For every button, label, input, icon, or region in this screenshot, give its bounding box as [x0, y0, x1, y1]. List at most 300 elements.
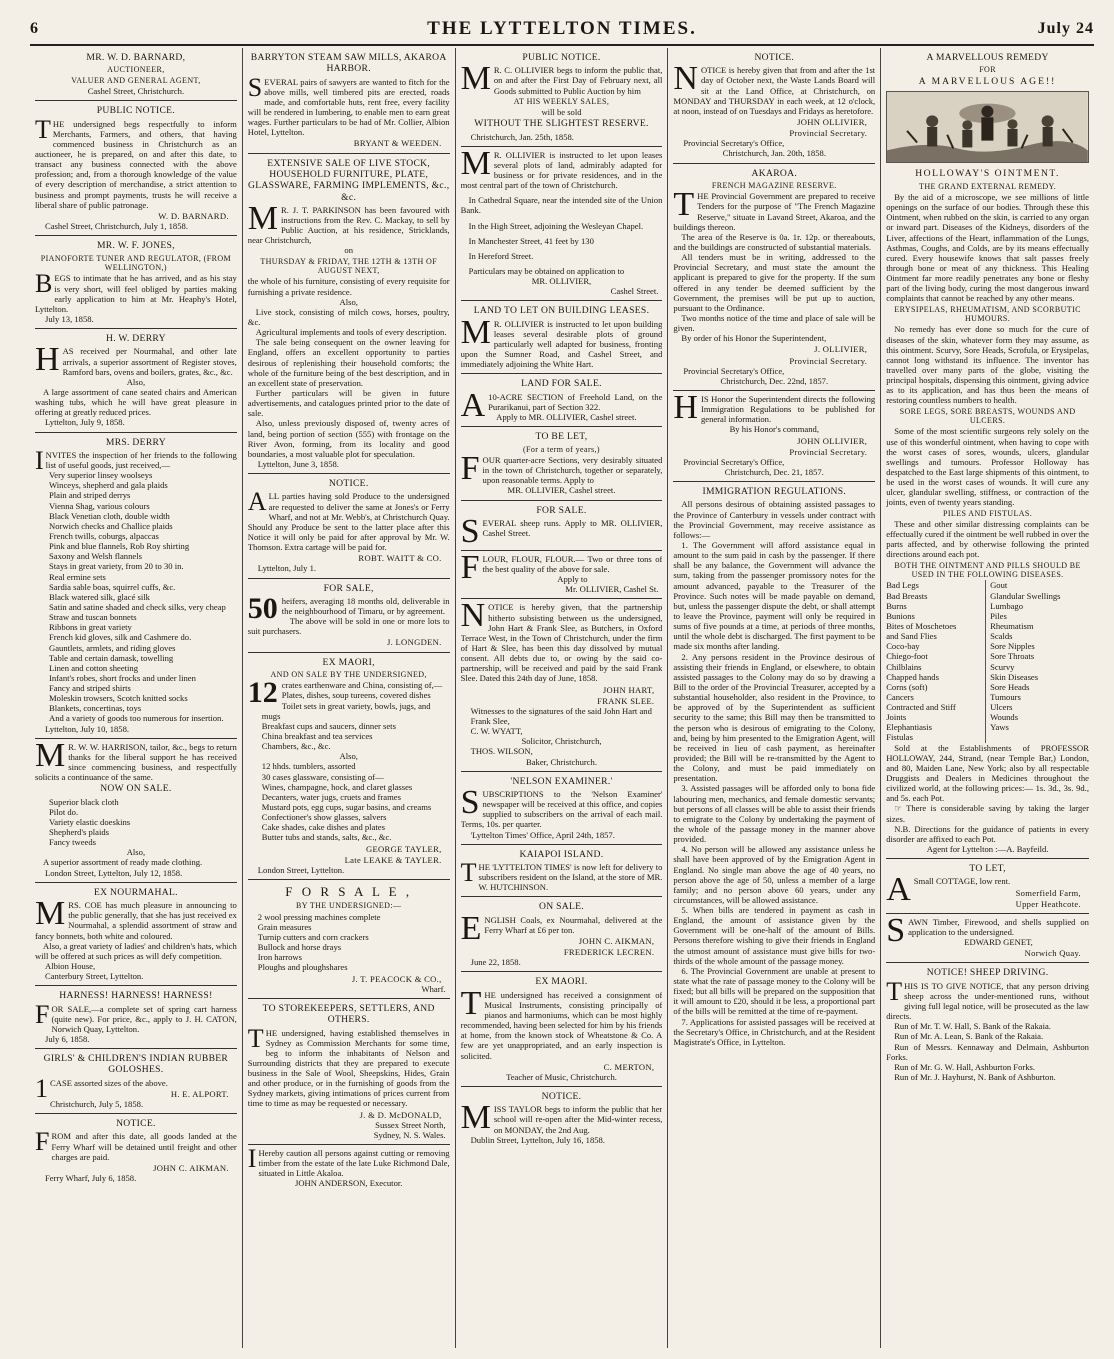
ad-subheading: THURSDAY & FRIDAY, THE 12TH & 13TH OF AUGUST NEXT,	[260, 256, 438, 275]
ad-signature: Cashel Street.	[610, 286, 659, 297]
ad-date: Provincial Secretary's Office,	[683, 456, 785, 467]
ad-signature: Wharf.	[421, 983, 446, 994]
ad-signature: FREDERICK LECREN.	[563, 947, 655, 958]
ad-signature: Late LEAKE & TAYLER.	[344, 854, 442, 865]
ad-body: By the aid of a microscope, we see millions of little openings on the surface of our bodies. Through these this Ointment, when rubbed on the skin, is carried to any organ or inward part. Diseases of the Kidneys, disorders of the Liver, affections of the Heart, inflammation of the Lungs, Asthmas, Coughs, and Colds, are by its means effectually cured. Every housewife knows that salt passes freely through bone or meat of any thickness. This Healing Ointment far more readily penetrates any bone or fleshy part of the living body, curing the most dangerous inward complaints that cannot be reached by any other means.	[886, 191, 1089, 304]
list-item: Run of Mr. J. Hayhurst, N. Bank of Ashburton.	[894, 1072, 1056, 1083]
ad-body: ALL parties having sold Produce to the undersigned are requested to deliver the same at Jones's or Ferry Wharf, and not at Mr. Webb's, at Christchurch Quay. Should any Produce be sent to the latter place after this Notice it will only be paid for after approval by Mr. W. Thomson. Extra cartage will be paid for.	[247, 487, 450, 553]
list-item: Particulars may be obtained on application to	[468, 266, 625, 277]
regulation-item: 5. When bills are tendered in payment as cash in England, the amount of assistance given by the Government will be one-half of the amount of Bills. Persons therefore wishing to give their friends in England the utmost amount of assistance must give bills for two-thirds of the whole amount of the passage money.	[673, 905, 876, 966]
regulation-item: 2. Any persons resident in the Province desirous of assisting their friends in England, or elsewhere, to obtain assisted passages to the Colony may do so by drawing a Bill to the order of the Provincial Treasurer, accepted by a substantial householder, also resident in the Province, to be approved of by the Superintendent as sufficient security to the same; this Bill may then be transmitted to the person who is desirous of emigrating to the Colony, and, being by him presented to the Emigration Agent, will be received in lieu of cash payment, as hereinafter provided; the Bill will be re-transmitted by the Agent to the Colony, and must be paid immediately on presentation.	[673, 651, 876, 784]
ad-heading: FOR SALE,	[323, 582, 374, 594]
ad-heading: PUBLIC NOTICE.	[96, 105, 176, 117]
ad-date: Christchurch, Dec. 22nd, 1857.	[720, 375, 829, 386]
ad-heading: HARNESS! HARNESS! HARNESS!	[59, 990, 213, 1002]
ad-signature: Norwich Quay.	[1024, 948, 1081, 959]
list-item: And a variety of goods too numerous for insertion.	[49, 713, 224, 724]
ad-body: THE undersigned begs respectfully to inform Merchants, Farmers, and others, that having commenced business in Christchurch as an auctioneer, he is prepared, on and after this date, to transact any business connected with the above profession; and, from a thorough knowledge of the value of every description of merchandise, a strict attention to business and prompt payments, trusts he will receive a liberal share of public patronage.	[35, 114, 237, 210]
list-item: Straw and tuscan bonnets	[49, 612, 137, 623]
list-item: Run of Mr. G. W. Hall, Ashburton Forks.	[894, 1061, 1036, 1072]
ad-body: The area of the Reserve is 0a. 1r. 12p. or thereabouts, and the buildings are constructed of substantial materials.	[673, 231, 876, 253]
disease-item: Sore Throats	[990, 651, 1035, 662]
ad-body: These and other similar distressing complaints can be effectually cured if the ointment be well rubbed in over the parts affected, and by otherwise following the printed directions around each pot.	[886, 518, 1089, 560]
ad-sheep-runs	[461, 501, 663, 551]
ad-heading: GIRLS' & CHILDREN'S INDIAN RUBBER GOLOSHES.	[43, 1053, 229, 1076]
list-item: Black Venetian cloth, double width	[49, 510, 170, 521]
newspaper-title: THE LYTTELTON TIMES.	[427, 18, 697, 39]
ad-body: NOTICE is hereby given, that the partnership hitherto subsisting between us the undersigned, John Hart & Frank Slee, as Butchers, in Oxford Terrace West, in the Town of Christchurch, under the firm of Hart & Slee, has been this day dissolved by mutual consent. All debts due to, or owing by the said co-partnership, will be received and paid by the said Frank Slee. Dated this 24th day of June, 1858.	[460, 599, 663, 684]
ad-heading: A MARVELLOUS AGE!!	[918, 75, 1057, 87]
column-5	[881, 48, 1094, 1348]
disease-item: Scurvy	[990, 661, 1015, 672]
list-item: Chambers, &c., &c.	[261, 741, 331, 752]
ad-body: ASmall COTTAGE, low rent.	[886, 871, 1011, 909]
ad-body: FOR SALE,—a complete set of spring cart harness (quite new). For price, &c., apply to J. H. CATON, Norwich Quay, Lyttelton.	[35, 999, 237, 1034]
ad-body: SUBSCRIPTIONS to the 'Nelson Examiner' newspaper will be received at this office, and copies supplied to subscribers on the arrival of each mail. Terms, 10s. per quarter.	[460, 783, 663, 830]
ad-subheading: SORE LEGS, SORE BREASTS, WOUNDS AND ULCERS.	[899, 406, 1076, 425]
ad-nourmahal	[35, 883, 237, 986]
ad-body: Further particulars will be given in future advertisements, and catalogues printed prior to the date of sale.	[247, 387, 450, 419]
ad-heading: KAIAPOI ISLAND.	[519, 848, 604, 860]
column-3	[456, 48, 669, 1348]
ad-body	[247, 591, 450, 625]
ad-body: MR. C. OLLIVIER begs to inform the public that, on and after the First Day of February next, all Goods submitted to Public Auction by him	[460, 60, 663, 98]
page-number: 6	[30, 20, 38, 37]
ad-witness: Baker, Christchurch.	[525, 756, 597, 767]
ad-heading: MR. W. D. BARNARD,	[86, 52, 186, 63]
ad-heading: TO STOREKEEPERS, SETTLERS, AND OTHERS.	[262, 1002, 435, 1026]
list-item: Black watered silk, glacé silk	[49, 591, 150, 602]
ad-body: The above will be sold in one or more lots to suit purchasers.	[247, 616, 450, 637]
ad-subheading: AT HIS WEEKLY SALES,	[513, 96, 610, 106]
ad-tayler	[248, 653, 450, 880]
ad-body: MR. W. W. HARRISON, tailor, &c., begs to return thanks for the liberal support he has received since commencing business, and respectfully solicits a continuance of the same.	[35, 738, 237, 783]
ad-date: Lyttelton, June 3, 1858.	[257, 458, 339, 469]
ad-mrs-derry	[35, 433, 237, 739]
ad-heading: EX MAORI.	[535, 976, 588, 988]
list-item: In the High Street, adjoining the Wesleyan Chapel.	[468, 220, 644, 231]
masthead	[30, 16, 1094, 46]
list-item: Plain and striped derrys	[49, 490, 131, 501]
ad-witness: THOS. WILSON,	[470, 746, 533, 757]
ad-heading: 'NELSON EXAMINER.'	[510, 775, 613, 787]
column-1	[30, 48, 243, 1348]
ad-miss-taylor	[461, 1087, 663, 1149]
ad-body: No remedy has ever done so much for the cure of diseases of the skin, whatever form they may assume, as this ointment. Scurvy, Sore Heads, Scrofula, or Erysipelas, cannot long withstand its influence. The inventor has travelled over many parts of the globe, visiting the principal hospitals, dispensing this ointment, giving advice as to its application, and has thus been the means of restoring countless numbers to health.	[886, 324, 1089, 406]
ad-heading: LAND FOR SALE.	[521, 378, 602, 390]
disease-item: Fistulas	[886, 732, 913, 743]
ad-subheading: (For a term of years,)	[522, 444, 600, 454]
disease-item: Chilblains	[886, 661, 922, 672]
ad-also: Also,	[126, 847, 146, 858]
regulation-item: 6. The Provincial Government are unable at present to state what the rate of passage money to the Colony will be fixed; but all bills will be prepared on the supposition that it will amount to £20, should it be less, a proportional part of the bills will be remitted at the time of re-payment.	[673, 965, 876, 1017]
ad-date: July 6, 1858.	[45, 1033, 90, 1044]
ad-body: Agricultural implements and tools of every description.	[255, 327, 447, 338]
ad-address: Cashel Street, Christchurch.	[87, 86, 185, 97]
diseases-right-column	[990, 580, 1089, 742]
ad-date: Provincial Secretary's Office,	[683, 138, 785, 149]
ad-building-leases	[461, 301, 663, 374]
ad-body: MISS TAYLOR begs to inform the public that her school will re-open after the Mid-winter recess, on MONDAY, the 2nd Aug.	[460, 1099, 663, 1137]
list-item: French twills, coburgs, alpaccas	[49, 530, 159, 541]
list-item: Gauntlets, armlets, and riding gloves	[49, 642, 176, 653]
ad-heading: IMMIGRATION REGULATIONS.	[702, 486, 847, 498]
ad-body: A10-ACRE SECTION of Freehold Land, on the Purarikanui, part of Section 322.	[460, 386, 663, 424]
diseases-table	[886, 580, 1089, 742]
list-item: Cake shades, cake dishes and plates	[261, 822, 385, 833]
list-item: Run of Mr. A. Lean, S. Bank of the Rakaia.	[894, 1031, 1044, 1042]
ad-subheading: PILES AND FISTULAS.	[943, 508, 1033, 518]
ad-body: FLOUR, FLOUR, FLOUR.— Two or three tons of the best quality of the above for sale.	[460, 550, 663, 586]
ad-text: will be sold	[541, 107, 582, 118]
ad-text: By his Honor's command,	[729, 424, 819, 435]
disease-item: Tumours	[990, 691, 1021, 702]
ad-body: THIS IS TO GIVE NOTICE, that any person driving sheep across the under-mentioned runs, without giving full legal notice, will be prosecuted as the law directs.	[886, 976, 1089, 1022]
ad-signature: J. T. PEACOCK & CO.,	[351, 973, 442, 984]
ad-signature: Provincial Secretary.	[789, 128, 868, 139]
ad-heading: NOW ON SALE.	[100, 783, 172, 795]
ad-subheading: AND ON SALE BY THE UNDERSIGNED,	[270, 669, 427, 679]
list-item: Satin and satine shaded and check silks, very cheap	[49, 601, 226, 612]
ad-body: FOUR quarter-acre Sections, very desirably situated in the town of Christchurch, together or separately, upon reasonable terms. Apply to	[460, 449, 663, 487]
ad-immigration	[673, 482, 875, 1051]
ad-body: THE undersigned, having established themselves in Sydney as Commission Merchants for some time, beg to inform the inhabitants of Nelson and Surrounding districts that they are prepared to execute business in the Sale of Wool, Sheepskins, Hides, Grain and other produce, or in the furnishing of goods from the Sydney markets, giving intimations of prices current from time to time as may be requested or necessary.	[247, 1023, 450, 1109]
ad-signature: H. E. ALPORT.	[170, 1088, 229, 1099]
ad-heading: LAND TO LET ON BUILDING LEASES.	[473, 305, 650, 317]
ad-barnard	[35, 48, 237, 101]
ad-agent: Agent for Lyttelton :—A. Bayfeild.	[926, 844, 1049, 855]
ad-waste-lands	[673, 48, 875, 164]
ad-harness	[35, 986, 237, 1049]
ad-heading: FOR SALE.	[536, 504, 587, 516]
ad-heading: EX MAORI,	[322, 656, 375, 668]
list-item: Confectioner's show glasses, salvers	[261, 812, 387, 823]
disease-item: Wounds	[990, 712, 1019, 723]
ad-body: Apply to MR. OLLIVIER, Cashel street.	[496, 412, 637, 423]
list-item: Saxony and Welsh flannels	[49, 551, 142, 562]
ad-ollivier-leases	[461, 147, 663, 302]
column-2	[243, 48, 456, 1348]
ad-signature: Sydney, N. S. Wales.	[373, 1129, 446, 1140]
ad-body: MR. OLLIVIER is instructed to let upon building leases several desirable plots of ground particularly well adapted for business, fronting upon the Sumner Road, and Cashel Street, and immediately adjoining the White Hart.	[460, 313, 663, 370]
ad-heading: PUBLIC NOTICE.	[522, 52, 601, 63]
ad-hart-slee	[461, 599, 663, 771]
ad-heading: MRS. DERRY	[105, 436, 166, 448]
list-item: 2 wool pressing machines complete	[257, 911, 381, 922]
ad-signature: Sussex Street North,	[375, 1119, 446, 1130]
ad-body: HAS received per Nourmahal, and other late arrivals, a superior assortment of Register stoves, Ramford bars, ovens and boilers, grates, &c., &c.	[35, 341, 237, 379]
ad-merton	[461, 972, 663, 1087]
ad-heading: BARRYTON STEAM SAW MILLS, AKAROA HARBOR.	[250, 52, 447, 75]
ad-body: 1CASE assorted sizes of the above.	[35, 1073, 168, 1103]
list-item: Ploughs and ploughshares	[257, 962, 348, 973]
ad-date: Ferry Wharf, July 6, 1858.	[45, 1173, 137, 1183]
list-item: China breakfast and tea services	[261, 731, 373, 742]
ad-jones	[35, 236, 237, 329]
ad-flour	[461, 551, 663, 600]
ad-heading: A MARVELLOUS REMEDY	[926, 52, 1049, 63]
ad-parkinson	[248, 154, 450, 475]
ad-signature: C. MERTON,	[603, 1061, 655, 1072]
ad-peacock	[248, 880, 450, 999]
disease-item: Joints	[886, 712, 907, 723]
ad-superintendent	[673, 391, 875, 482]
ad-body: MR. J. T. PARKINSON has been favoured with instructions from the Rev. C. Mackay, to sell by Public Auction, at his residence, Stricklands, near Christchurch,	[247, 199, 450, 246]
ad-address: Canterbury Street, Lyttelton.	[45, 971, 144, 982]
ad-subheading: PIANOFORTE TUNER AND REGULATOR, (FROM WELLINGTON,)	[40, 253, 232, 272]
ad-subheading: FOR	[979, 65, 996, 75]
list-item: Butter tubs and stands, salts, &c., &c.	[261, 832, 392, 843]
ad-sheep-driving	[886, 963, 1089, 1086]
ad-date: Christchurch, Jan. 20th, 1858.	[722, 148, 826, 159]
ad-signature: Somerfield Farm,	[1015, 887, 1081, 898]
ad-signature: Upper Heathcote.	[1015, 898, 1081, 909]
ad-body: Live stock, consisting of milch cows, horses, poultry, &c.	[247, 306, 450, 327]
list-item: Winceys, shepherd and gala plaids	[49, 480, 168, 491]
list-item: 12 hhds. tumblers, assorted	[261, 761, 356, 772]
ad-heading: TO LET,	[969, 863, 1006, 875]
ad-body: By order of his Honor the Superintendent,	[681, 333, 827, 344]
ad-body: IHereby caution all persons against cutting or removing timber from the estate of the late Luke Richmond Dale, situated in Little Akaloa.	[247, 1145, 450, 1179]
list-item: Plates, dishes, soup tureens, covered dishes	[281, 690, 431, 701]
ad-barryton	[248, 48, 450, 154]
disease-item: Skin Diseases	[990, 671, 1039, 682]
list-item: 30 cases glassware, consisting of—	[261, 771, 384, 782]
ad-body: MRS. COE has much pleasure in announcing to the public generally, that she has just received ex Nourmahal, a splendid assortment of straw and fancy bonnets, both white and coloured.	[35, 895, 237, 941]
ad-signature: JOHN OLLIVIER,	[797, 435, 868, 446]
ad-body-text: crates earthenware and China, consisting of,—	[281, 680, 443, 691]
list-item: Linen and cotton sheeting	[49, 662, 139, 673]
ad-body: Sold at the Establishments of PROFESSOR HOLLOWAY, 244, Strand, (near Temple Bar,) London, and 80, Maiden Lane, New York; also by all respectable Druggists and Dealers in Medicines throughout the civilized world, at the following prices:— 1s. 3d., 3s. 9d., and 5s. each Pot.	[886, 742, 1089, 804]
list-item: Sardia sable boas, squirrel cuffs, &c.	[49, 581, 176, 592]
list-item: In Manchester Street, 41 feet by 130	[468, 235, 594, 246]
disease-item: Sore Nipples	[990, 641, 1035, 652]
list-item: Pink and blue flannels, Rob Roy shirting	[49, 541, 190, 552]
disease-item: Burns	[886, 600, 907, 611]
ad-body: Two months notice of the time and place of sale will be given.	[673, 313, 876, 334]
ad-date: Cashel Street, Christchurch, July 1, 1858.	[45, 221, 188, 232]
ad-subheading: ERYSIPELAS, RHEUMATISM, AND SCORBUTIC HUMOURS.	[894, 304, 1081, 323]
ad-subheading: VALUER AND GENERAL AGENT,	[71, 75, 201, 85]
ad-body: Also, unless previously disposed of, twenty acres of land, being portion of section (555) with frontage on the River Avon, forming, from its locality and good boundaries, a most valuable plot for speculation.	[247, 418, 450, 459]
ad-heading: ON SALE.	[538, 901, 585, 913]
ad-subheading: AUCTIONEER,	[107, 65, 165, 75]
list-item: Run of Mr. T. W. Hall, S. Bank of the Rakaia.	[894, 1021, 1051, 1032]
list-item: Vienna Shag, various colours	[49, 500, 150, 511]
ad-body: A superior assortment of ready made clothing.	[43, 857, 203, 868]
disease-item: Bites of Moschetoes	[886, 620, 957, 631]
ad-subheading: BY THE UNDERSIGNED:—	[296, 901, 402, 911]
ad-derry	[35, 329, 237, 432]
ad-date: Christchurch, July 5, 1858.	[50, 1098, 144, 1109]
ad-address: Albion House,	[45, 960, 96, 971]
ad-number: 12	[247, 676, 278, 710]
ad-akaroa	[673, 164, 875, 391]
ad-signature: J. LONGDEN.	[386, 637, 442, 648]
ad-heading: WITHOUT THE SLIGHTEST RESERVE.	[474, 118, 649, 130]
ad-date: Provincial Secretary's Office,	[683, 365, 785, 376]
ad-heading: NOTICE.	[116, 1118, 156, 1130]
ad-witness: Solicitor, Christchurch,	[521, 736, 602, 747]
disease-item: Gout	[990, 580, 1008, 591]
ad-text: Apply to	[557, 574, 588, 585]
list-item: Table and certain damask, towelling	[49, 652, 174, 663]
ad-body: THE 'LYTTELTON TIMES' is now left for delivery to subscribers resident on the Island, at the store of MR. W. HUTCHINSON.	[460, 857, 663, 893]
disease-item: Contracted and Stiff	[886, 702, 956, 713]
ad-genet	[886, 914, 1089, 964]
list-item: Bullock and horse drays	[257, 942, 342, 953]
ad-heading: EX NOURMAHAL.	[93, 886, 178, 898]
ad-body: INVITES the inspection of her friends to the following list of useful goods, just received,—	[35, 445, 237, 475]
ad-subheading: THE GRAND EXTERNAL REMEDY.	[919, 181, 1057, 191]
list-item: Moleskin trowsers, Scotch knitted socks	[49, 693, 188, 704]
ad-signature: GEORGE TAYLER,	[365, 843, 442, 854]
ad-body: THE Provincial Government are prepared to receive Tenders for the purpose of "The French Magazine Reserve," situate in Lavand Street, Akaroa, and the buildings thereon.	[673, 186, 876, 232]
ad-heading: NOTICE.	[541, 1090, 582, 1102]
list-item: Pilot do.	[49, 806, 79, 817]
disease-item: Chapped hands	[886, 671, 939, 682]
ad-date: Christchurch, Jan. 25th, 1858.	[470, 131, 574, 142]
ad-anderson	[248, 1145, 450, 1193]
ad-heading: F O R S A L E ,	[285, 883, 413, 899]
list-item: In Cathedral Square, near the intended site of the Union Bank.	[460, 195, 663, 216]
ad-body: HIS Honor the Superintendent directs the following Immigration Regulations to be published for general information.	[673, 391, 876, 426]
ad-signature: EDWARD GENET,	[964, 937, 1033, 948]
ad-kaiapoi	[461, 845, 663, 898]
holloway-engraving-icon	[886, 91, 1089, 163]
regulation-item: 4. No person will be allowed any assistance unless he shall have been approved of by the Emigration Agent in England. No single man above the age of 40 years, no person above the age of 50, unless a member of a large family; and no person above 60 years, under any circumstances, will be allowed assistance.	[673, 844, 876, 905]
disease-item: Bad Legs	[886, 580, 919, 591]
ad-also: Also,	[339, 751, 358, 762]
disease-item: Sore Heads	[990, 681, 1030, 692]
list-item: Shepherd's plaids	[49, 827, 110, 838]
ad-body: SAWN Timber, Firewood, and shells supplied on application to the undersigned.	[886, 913, 1089, 949]
ad-signature: MR. OLLIVIER,	[531, 276, 592, 287]
list-item: Variety elastic doeskins	[49, 816, 131, 827]
ad-holloway	[886, 48, 1089, 859]
disease-item: Rheumatism	[990, 620, 1034, 631]
disease-item: Cancers	[886, 691, 914, 702]
list-item: Superior black cloth	[49, 796, 119, 807]
list-item: Blankets, concertinas, toys	[49, 703, 142, 714]
disease-item: Piles	[990, 610, 1007, 621]
ad-signature: JOHN C. AIKMAN.	[153, 1162, 229, 1173]
list-item: Run of Messrs. Kennaway and Delmain, Ashburton Forks.	[886, 1041, 1089, 1062]
ad-heifers	[248, 579, 450, 653]
ad-also: Also,	[126, 376, 146, 387]
ad-subheading: FRENCH MAGAZINE RESERVE.	[711, 180, 837, 190]
newspaper-page	[30, 48, 1094, 1348]
ad-coals	[461, 897, 663, 972]
list-item: French kid gloves, silk and Cashmere do.	[49, 632, 192, 643]
list-item: Wines, champagne, hock, and claret glasses	[261, 781, 413, 792]
ad-date: Lyttelton, July 10, 1858.	[45, 723, 130, 734]
ad-date: London Street, Lyttelton, July 12, 1858.	[45, 867, 183, 878]
list-item: Real ermine sets	[49, 571, 106, 582]
ad-also: Also,	[339, 296, 358, 307]
list-item: Fancy tweeds	[49, 837, 97, 848]
disease-item: Ulcers	[990, 702, 1013, 713]
ad-body: N.B. Directions for the guidance of patients in every disorder are affixed to each Pot.	[886, 823, 1089, 844]
ad-body: A large assortment of cane seated chairs and American washing tubs, which he will have great pleasure in offering at greatly reduced prices.	[35, 386, 237, 418]
ad-signature: Teacher of Music, Christchurch.	[506, 1071, 617, 1082]
list-item: Very superior linsey woolseys	[49, 470, 153, 481]
ad-body: FROM and after this date, all goods landed at the Ferry Wharf will be detained until freight and other charges are paid.	[35, 1127, 237, 1162]
ad-waitt	[248, 474, 450, 578]
ad-body: MR. OLLIVIER is instructed to let upon leases several plots of land, admirably adapted for business or for private residences, and in the most central part of the town of Christchurch.	[460, 146, 663, 191]
disease-item: Bad Breasts	[886, 590, 928, 601]
ad-number: 50	[247, 591, 278, 625]
ad-text: Witnesses to the signatures of the said John Hart and Frank Slee,	[470, 705, 652, 726]
ad-signature: W. D. BARNARD.	[158, 210, 229, 221]
diseases-left-column	[886, 580, 986, 742]
ad-signature: Provincial Secretary.	[789, 355, 868, 366]
disease-item: Glandular Swellings	[990, 590, 1061, 601]
ad-heading: NOTICE.	[754, 52, 795, 63]
list-item: In Hereford Street.	[468, 250, 534, 261]
ad-body: NOTICE is hereby given that from and after the 1st day of October next, the Waste Lands Board will sit at the Land Office, at Christchurch, on MONDAY and THURSDAY in each week, at 12 o'clock, at noon, instead of on Tuesdays and Fridays as heretofore.	[673, 60, 876, 116]
disease-item: and Sand Flies	[886, 631, 937, 642]
ad-body: All persons desirous of obtaining assisted passages to the Province of Canterbury in vessels under contract with the Provincial Government, may receive assistance as follows:—	[673, 499, 876, 540]
ad-heading: H. W. DERRY	[105, 333, 166, 345]
list-item: Infant's robes, short frocks and under linen	[49, 672, 196, 683]
ad-goloshes	[35, 1049, 237, 1114]
disease-item: Coco-bay	[886, 641, 920, 652]
ad-body: Some of the most scientific surgeons rely solely on the use of this wonderful ointment, when having to cope with the worst cases of sores, wounds, ulcers, glandular swellings and tumours. Professor Holloway has despatched to the East large shipments of this ointment, to be used in the worst cases of wounds. It will cure any ulcer, glandular swelling, stiffness, or contraction of the joints, even of twenty years standing.	[886, 426, 1089, 508]
ad-signature: J. OLLIVIER,	[814, 344, 868, 355]
ad-date: Dublin Street, Lyttelton, July 16, 1858.	[470, 1134, 605, 1145]
disease-item: Elephantiasis	[886, 722, 933, 733]
ad-harrison	[35, 739, 237, 883]
ad-signature: BRYANT & WEEDEN.	[353, 138, 442, 149]
ad-body: ☞ There is considerable saving by taking the larger sizes.	[886, 803, 1089, 824]
ad-signature: JOHN OLLIVIER,	[797, 117, 868, 128]
ad-body: Also, a great variety of ladies' and children's hats, which will be offered at such prices as will defy competition.	[35, 940, 237, 961]
ad-body-text: heifers, averaging 18 months old, deliverable in the neighbourhood of Timaru, or by agreement.	[281, 595, 450, 616]
ad-date: July 13, 1858.	[45, 313, 94, 324]
ad-date: June 22, 1858.	[470, 957, 521, 968]
list-item: Norwich checks and Challice plaids	[49, 520, 173, 531]
ad-date: 'Lyttelton Times' Office, April 24th, 1857.	[470, 829, 615, 840]
ad-signature: ROBT. WAITT & CO.	[358, 553, 442, 564]
ad-barnard-notice	[35, 101, 237, 236]
ad-cottage	[886, 859, 1089, 914]
disease-item: Bunions	[886, 610, 915, 621]
ad-body: ENGLISH Coals, ex Nourmahal, delivered at the Ferry Wharf at £6 per ton.	[460, 909, 663, 947]
ad-signature: JOHN HART,	[602, 684, 655, 695]
ad-land-sale	[461, 374, 663, 427]
ad-heading: MR. W. F. JONES,	[96, 240, 175, 252]
ad-body: THE undersigned has received a consignment of Musical Instruments, consisting principally of pianos and harmoniums, which can be most highly recommended, having been selected for him by his friends at home, from the known stock of Wheatstone & Co. A few are yet unappropriated, and an early inspection is solicited.	[460, 984, 663, 1061]
ad-body: All tenders must be in writing, addressed to the Provincial Secretary, and must state the amount the applicant is prepared to give for the property. If the sum offered in any tender be deemed sufficient by the Government, the premises will be put up to auction, pursuant to the Ordinance.	[673, 252, 876, 313]
goods-list	[35, 470, 237, 724]
ad-heading: EXTENSIVE SALE OF LIVE STOCK, HOUSEHOLD FURNITURE, PLATE, GLASSWARE, FARMING IMPLEMENTS, &c., &c.	[247, 157, 450, 203]
regulation-item: 7. Applications for assisted passages will be received at the Secretary's Office, in Christchurch, and at the Resident Magistrate's Office, in Lyttelton.	[673, 1016, 876, 1047]
ad-date: Lyttelton, July 9, 1858.	[45, 417, 125, 428]
list-item: Breakfast cups and saucers, dinner sets	[261, 720, 396, 731]
ad-signature: Provincial Secretary.	[789, 446, 868, 457]
ad-signature: JOHN C. AIKMAN,	[578, 935, 655, 946]
ad-heading: AKAROA.	[751, 167, 798, 179]
column-4	[668, 48, 881, 1348]
list-item: Iron harrows	[257, 952, 302, 963]
ad-text: on	[344, 245, 353, 256]
ad-signature: Mr. OLLIVIER, Cashel St.	[565, 584, 659, 595]
ad-body: SEVERAL sheep runs. Apply to MR. OLLIVIER, Cashel Street.	[460, 512, 663, 550]
ad-aikman-notice	[35, 1114, 237, 1187]
ad-date: Lyttelton, July 1.	[257, 563, 317, 574]
ad-ollivier-auction	[461, 48, 663, 147]
